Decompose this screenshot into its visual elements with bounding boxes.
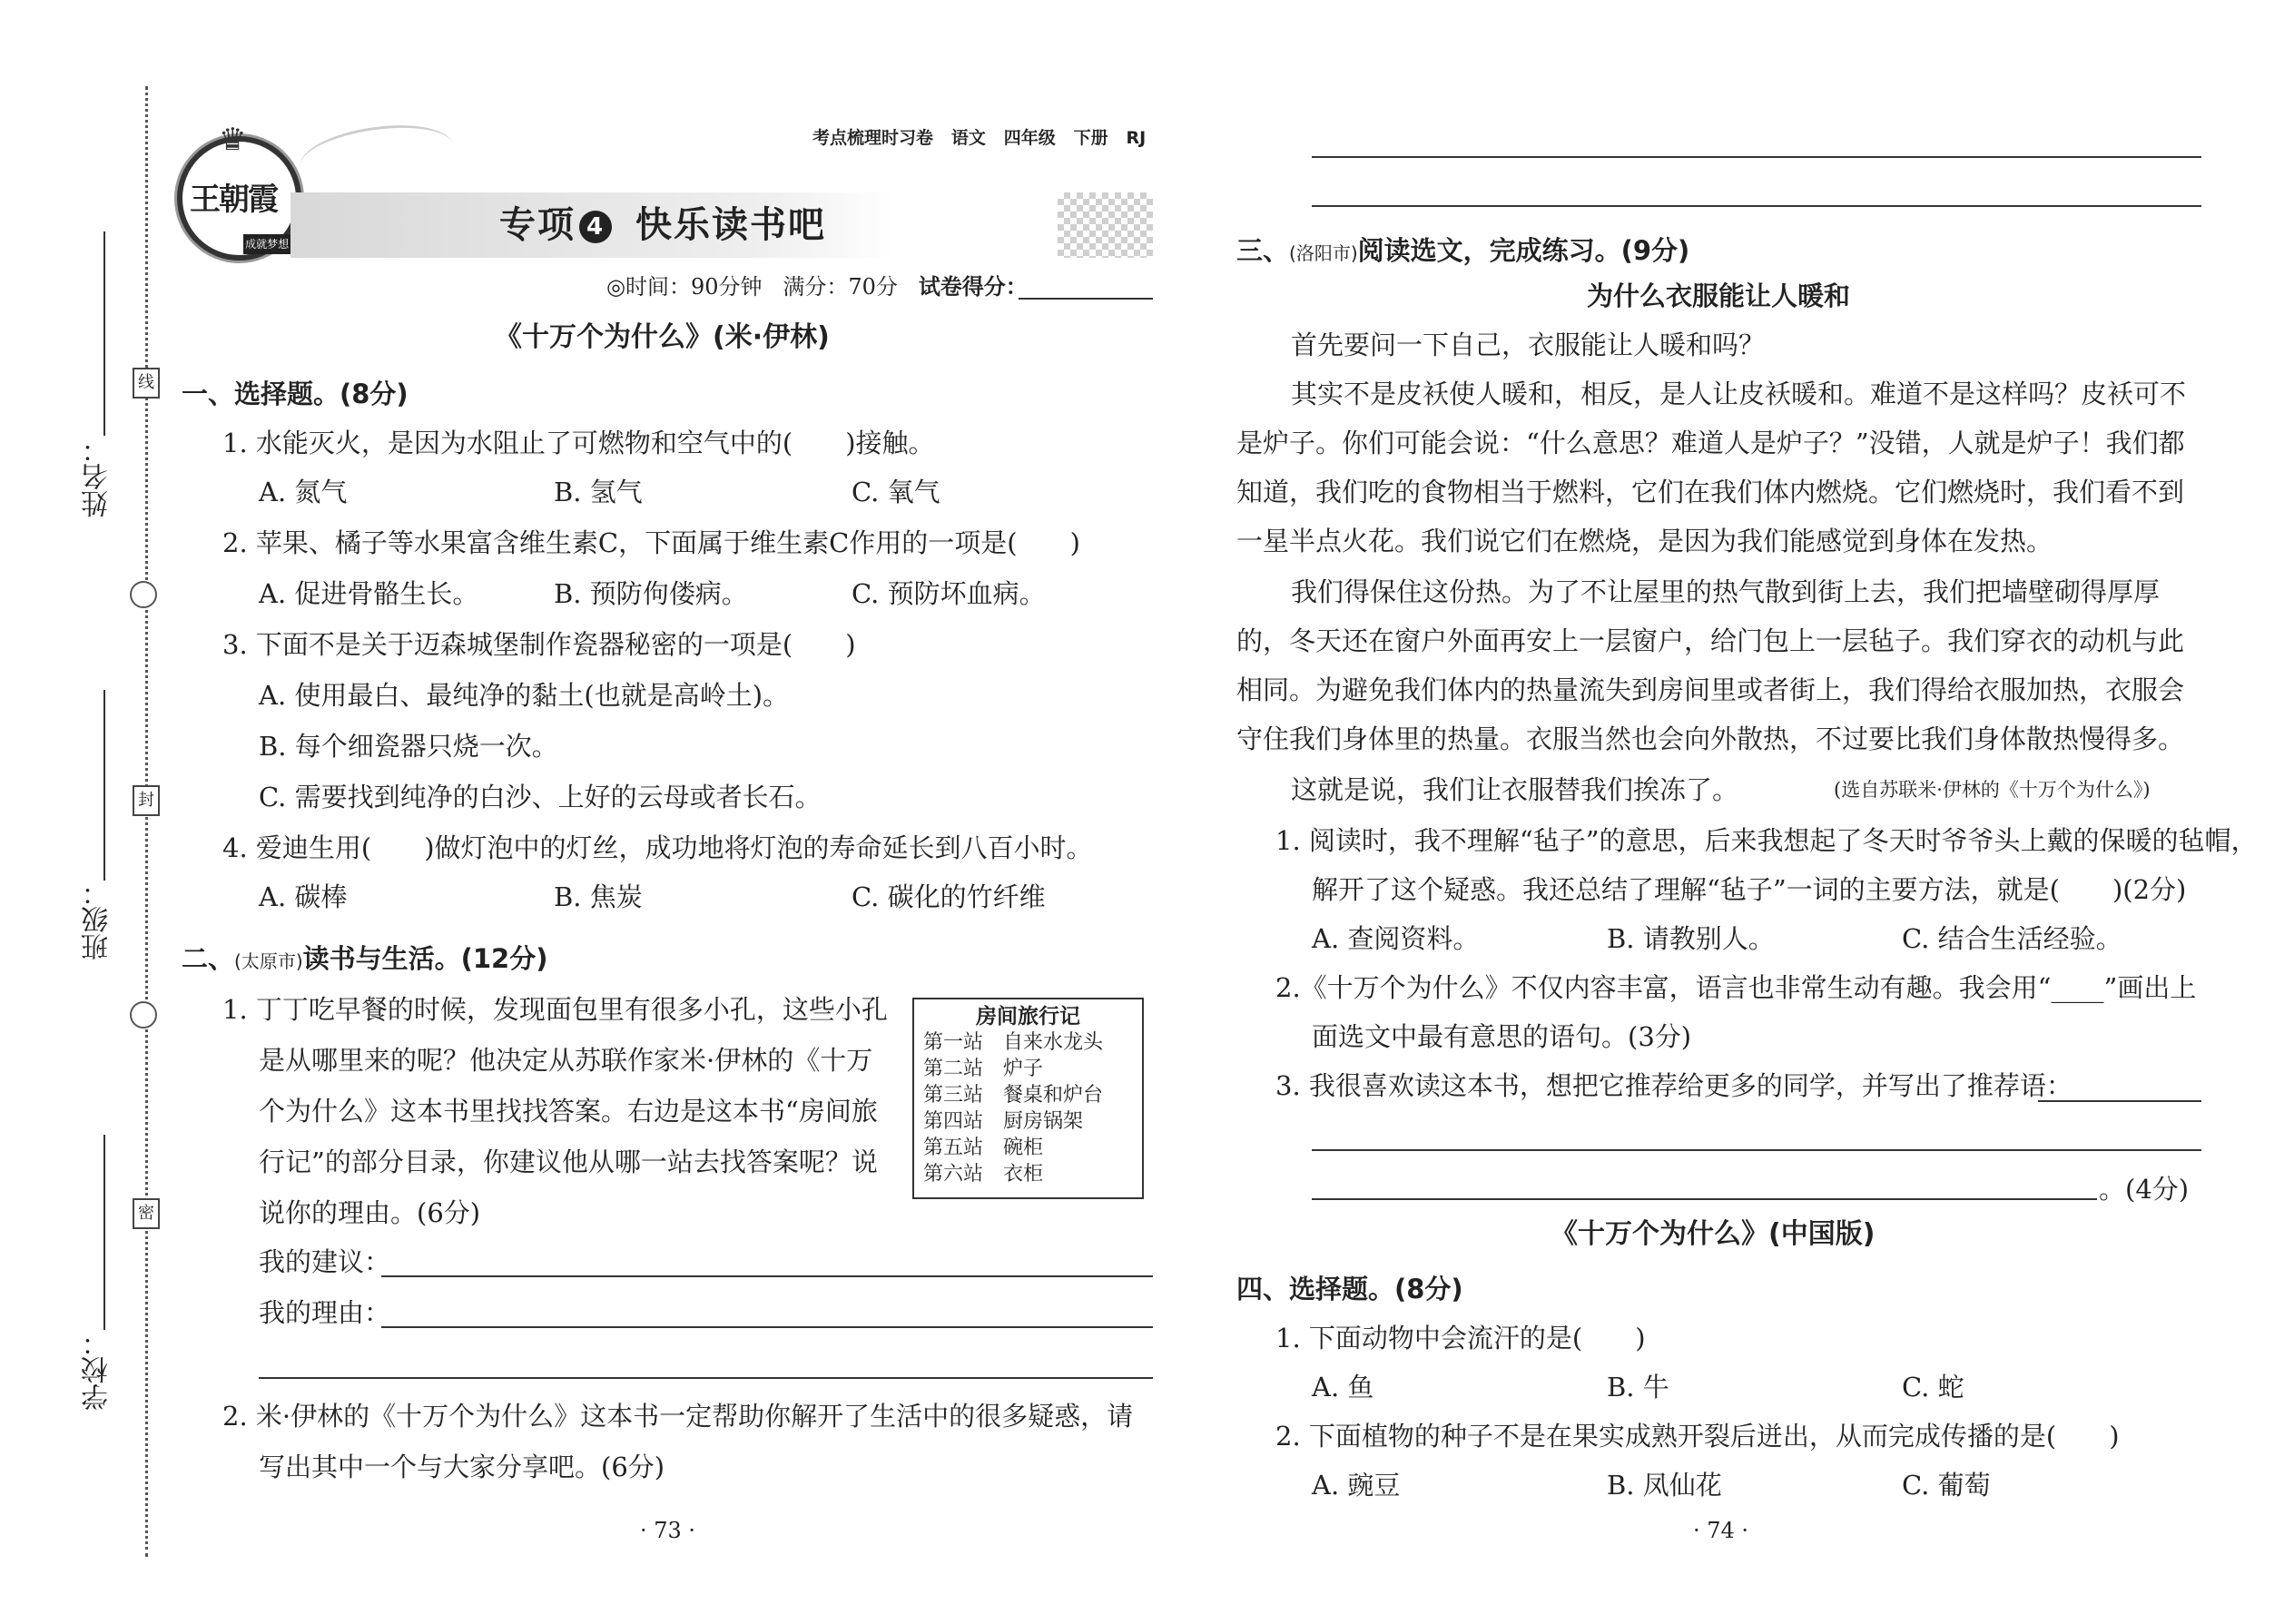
punch-hole-2 — [130, 1001, 157, 1029]
exam-meta — [606, 269, 1028, 305]
sec2-q2-line-2: 写出其中一个与大家分享吧。(6分) — [259, 1452, 665, 1482]
sec2-q1-line-5: 说你的理由。(6分) — [259, 1197, 481, 1228]
passage-p1: 首先要问一下自己，衣服能让人暖和吗？ — [1291, 330, 1766, 360]
passage-p3-line-2: 的，冬天还在窗户外面再安上一层窗户，给门包上一层毡子。我们穿衣的动机与此 — [1236, 625, 2185, 656]
sec3-q3: 3. 我很喜欢读这本书，想把它推荐给更多的同学，并写出了推荐语： — [1275, 1070, 2072, 1101]
sec2-num: 二、 — [182, 943, 235, 974]
passage-p3-line-3: 相同。为避免我们体内的热量流失到房间里或者街上，我们得给衣服加热，衣服会 — [1236, 674, 2185, 705]
logo-tag-1: 成就梦想 — [245, 238, 290, 251]
meta-full: 满分：70分 — [783, 274, 898, 300]
sec1-title: 一、选择题。(8分) — [182, 379, 409, 409]
sec3-q2-line-2: 面选文中最有意思的语句。(3分) — [1312, 1021, 1692, 1052]
sec1-q1: 1. 水能灭火，是因为水阻止了可燃物和空气中的( )接触。 — [222, 428, 935, 458]
sec1-q2-opt-c[interactable]: C. 预防坏血病。 — [852, 578, 1046, 609]
toc-item-2: 第二站 炉子 — [923, 1058, 1044, 1080]
sec3-q1-opt-b[interactable]: B. 请教别人。 — [1607, 923, 1775, 954]
sec3-q1-line-2: 解开了这个疑惑。我还总结了理解“毡子”一词的主要方法，就是( )(2分) — [1312, 874, 2187, 905]
suggest-answer-line[interactable] — [381, 1275, 1153, 1277]
sec1-q4-opt-c[interactable]: C. 碳化的竹纤维 — [852, 881, 1046, 912]
series-name: 考点梳理时习卷 — [812, 128, 934, 148]
passage-p2-line-2: 是炉子。你们可能会说：“什么意思？难道人是炉子？”没错，人就是炉子！我们都 — [1236, 428, 2185, 458]
sec1-q1-opt-b[interactable]: B. 氢气 — [554, 477, 643, 507]
sec3-q1-line-1: 1. 阅读时，我不理解“毡子”的意思，后来我想起了冬天时爷爷头上戴的保暖的毡帽， — [1275, 825, 2258, 856]
passage-p4: 这就是说，我们让衣服替我们挨冻了。 — [1291, 774, 1739, 805]
toc-title: 房间旅行记 — [976, 1005, 1080, 1029]
recommend-line-2[interactable] — [1312, 1149, 2201, 1151]
sec1-q2: 2. 苹果、橘子等水果富含维生素C，下面属于维生素C作用的一项是( ) — [222, 527, 1080, 558]
meta-time: ◎时间：90分钟 — [606, 274, 763, 300]
toc-box — [912, 998, 1144, 1199]
sec1-q1-opt-c[interactable]: C. 氧气 — [852, 477, 940, 507]
name-field-line[interactable] — [103, 231, 105, 436]
sec2-q1-line-3: 个为什么》这本书里找找答案。右边是这本书“房间旅 — [259, 1096, 878, 1127]
school-field-line[interactable] — [103, 1135, 105, 1330]
title-prefix: 专项 — [499, 204, 576, 246]
sec1-q3-opt-c[interactable]: C. 需要找到纯净的白沙、上好的云母或者长石。 — [259, 782, 822, 812]
sec1-q2-opt-b[interactable]: B. 预防佝偻病。 — [554, 578, 748, 609]
reason-answer-line-1[interactable] — [381, 1326, 1153, 1328]
seal-box-xian: 线 — [133, 368, 160, 399]
reason-answer-line-2[interactable] — [259, 1377, 1153, 1379]
sec4-q2-opt-b[interactable]: B. 凤仙花 — [1607, 1470, 1722, 1501]
sec2-rest: 读书与生活。(12分) — [302, 943, 548, 974]
binding-dotted-line — [145, 86, 148, 1557]
passage-source: (选自苏联米·伊林的《十万个为什么》) — [1834, 779, 2151, 801]
sec2-q2-line-1: 2. 米·伊林的《十万个为什么》这本书一定帮助你解开了生活中的很多疑惑，请 — [222, 1401, 1134, 1432]
title-checker — [1058, 192, 1153, 258]
sec3-q1-opt-c[interactable]: C. 结合生活经验。 — [1902, 923, 2122, 954]
toc-item-1: 第一站 自来水龙头 — [923, 1031, 1104, 1054]
suggest-label: 我的建议： — [259, 1246, 391, 1277]
recommend-line-3[interactable] — [1312, 1198, 2097, 1200]
page-number-right: · 74 · — [1693, 1518, 1749, 1543]
score-input-line[interactable] — [1019, 298, 1153, 300]
title-number-badge: 4 — [579, 211, 612, 243]
sec4-q2-opt-a[interactable]: A. 豌豆 — [1312, 1470, 1401, 1501]
sec1-q3-opt-b[interactable]: B. 每个细瓷器只烧一次。 — [259, 731, 558, 762]
sec3-region: (洛阳市) — [1289, 242, 1358, 264]
logo-tag-2: 分 — [279, 258, 290, 271]
passage-p2-line-1: 其实不是皮袄使人暖和，相反，是人让皮袄暖和。难道不是这样吗？皮袄可不 — [1291, 379, 2187, 409]
sec4-q1: 1. 下面动物中会流汗的是( ) — [1275, 1323, 1646, 1353]
sec4-title: 四、选择题。(8分) — [1236, 1274, 1463, 1304]
book2-title: 《十万个为什么》(中国版) — [1551, 1218, 1876, 1250]
book1-title: 《十万个为什么》(米·伊林) — [495, 321, 830, 353]
sec1-q1-opt-a[interactable]: A. 氮气 — [259, 477, 348, 507]
sec4-q1-opt-b[interactable]: B. 牛 — [1607, 1372, 1669, 1403]
toc-item-3: 第三站 餐桌和炉台 — [923, 1084, 1104, 1107]
meta-score-label: 试卷得分： — [918, 274, 1028, 300]
recommend-line-1[interactable] — [2038, 1100, 2201, 1102]
sec3-q3-score: 。(4分) — [2099, 1174, 2190, 1205]
reason-label: 我的理由： — [259, 1297, 391, 1328]
edition: RJ — [1126, 128, 1147, 148]
sec3-rest: 阅读选文，完成练习。(9分) — [1357, 235, 1690, 266]
sec3-q2-line-1: 2.《十万个为什么》不仅内容丰富，语言也非常生动有趣。我会用“____”画出上 — [1275, 972, 2197, 1003]
ribbon-decoration-icon — [296, 116, 457, 194]
school-label: 学校： — [82, 1329, 113, 1411]
passage-p3-line-1: 我们得保住这份热。为了不让屋里的热气散到街上去，我们把墙壁砌得厚厚 — [1291, 576, 2161, 607]
sec1-q4-opt-a[interactable]: A. 碳棒 — [259, 881, 348, 912]
sec2-region: (太原市) — [234, 950, 303, 972]
page-title — [499, 202, 826, 249]
toc-item-5: 第五站 碗柜 — [923, 1137, 1044, 1159]
sec4-q1-opt-a[interactable]: A. 鱼 — [1312, 1372, 1374, 1403]
sec4-q2: 2. 下面植物的种子不是在果实成熟开裂后迸出，从而完成传播的是( ) — [1275, 1421, 2120, 1452]
logo-crown-icon: ♛ — [219, 122, 247, 158]
sec1-q4-opt-b[interactable]: B. 焦炭 — [554, 881, 643, 912]
class-field-line[interactable] — [103, 690, 105, 881]
toc-item-6: 第六站 衣柜 — [923, 1163, 1044, 1186]
sec3-q1-opt-a[interactable]: A. 查阅资料。 — [1312, 923, 1480, 954]
sec1-q4: 4. 爱迪生用( )做灯泡中的灯丝，成功地将灯泡的寿命延长到八百小时。 — [222, 832, 1093, 863]
page-number-left: · 73 · — [640, 1518, 696, 1543]
sec2-q1-line-4: 行记”的部分目录，你建议他从哪一站去找答案呢？说 — [259, 1147, 878, 1177]
sec4-q2-opt-c[interactable]: C. 葡萄 — [1902, 1470, 1991, 1501]
sec3-num: 三、 — [1236, 235, 1290, 266]
sec1-q3-opt-a[interactable]: A. 使用最白、最纯净的黏土(也就是高岭土)。 — [259, 680, 790, 711]
carryover-line-1[interactable] — [1312, 156, 2201, 158]
subject: 语文 — [950, 128, 986, 148]
title-main: 快乐读书吧 — [635, 204, 826, 246]
volume: 下册 — [1073, 128, 1108, 148]
carryover-line-2[interactable] — [1312, 205, 2201, 207]
name-label: 姓名： — [82, 436, 113, 517]
sec2-q1-line-1: 1. 丁丁吃早餐的时候，发现面包里有很多小孔，这些小孔 — [222, 994, 888, 1025]
passage-p3-line-4: 守住我们身体里的热量。衣服当然也会向外散热，不过要比我们身体散热慢得多。 — [1236, 723, 2185, 754]
passage-title: 为什么衣服能让人暖和 — [1587, 281, 1851, 311]
passage-p2-line-4: 一星半点火花。我们说它们在燃烧，是因为我们能感觉到身体在发热。 — [1236, 526, 2053, 556]
class-label: 班级： — [82, 879, 113, 960]
header-series — [812, 125, 1146, 151]
toc-item-4: 第四站 厨房锅架 — [923, 1110, 1084, 1133]
punch-hole-1 — [130, 581, 157, 608]
sec4-q1-opt-c[interactable]: C. 蛇 — [1902, 1372, 1964, 1403]
sec1-q3: 3. 下面不是关于迈森城堡制作瓷器秘密的一项是( ) — [222, 629, 856, 660]
seal-box-feng: 封 — [133, 785, 160, 816]
sec2-q1-line-2: 是从哪里来的呢？他决定从苏联作家米·伊林的《十万 — [259, 1045, 873, 1076]
sec3-title — [1236, 232, 1689, 271]
grade: 四年级 — [1003, 128, 1056, 148]
seal-box-mi: 密 — [133, 1198, 160, 1229]
passage-p2-line-3: 知道，我们吃的食物相当于燃料，它们在我们体内燃烧。它们燃烧时，我们看不到 — [1236, 477, 2185, 507]
sec2-title — [182, 940, 548, 979]
logo-text: 王朝霞 — [190, 182, 277, 218]
sec1-q2-opt-a[interactable]: A. 促进骨骼生长。 — [259, 578, 479, 609]
